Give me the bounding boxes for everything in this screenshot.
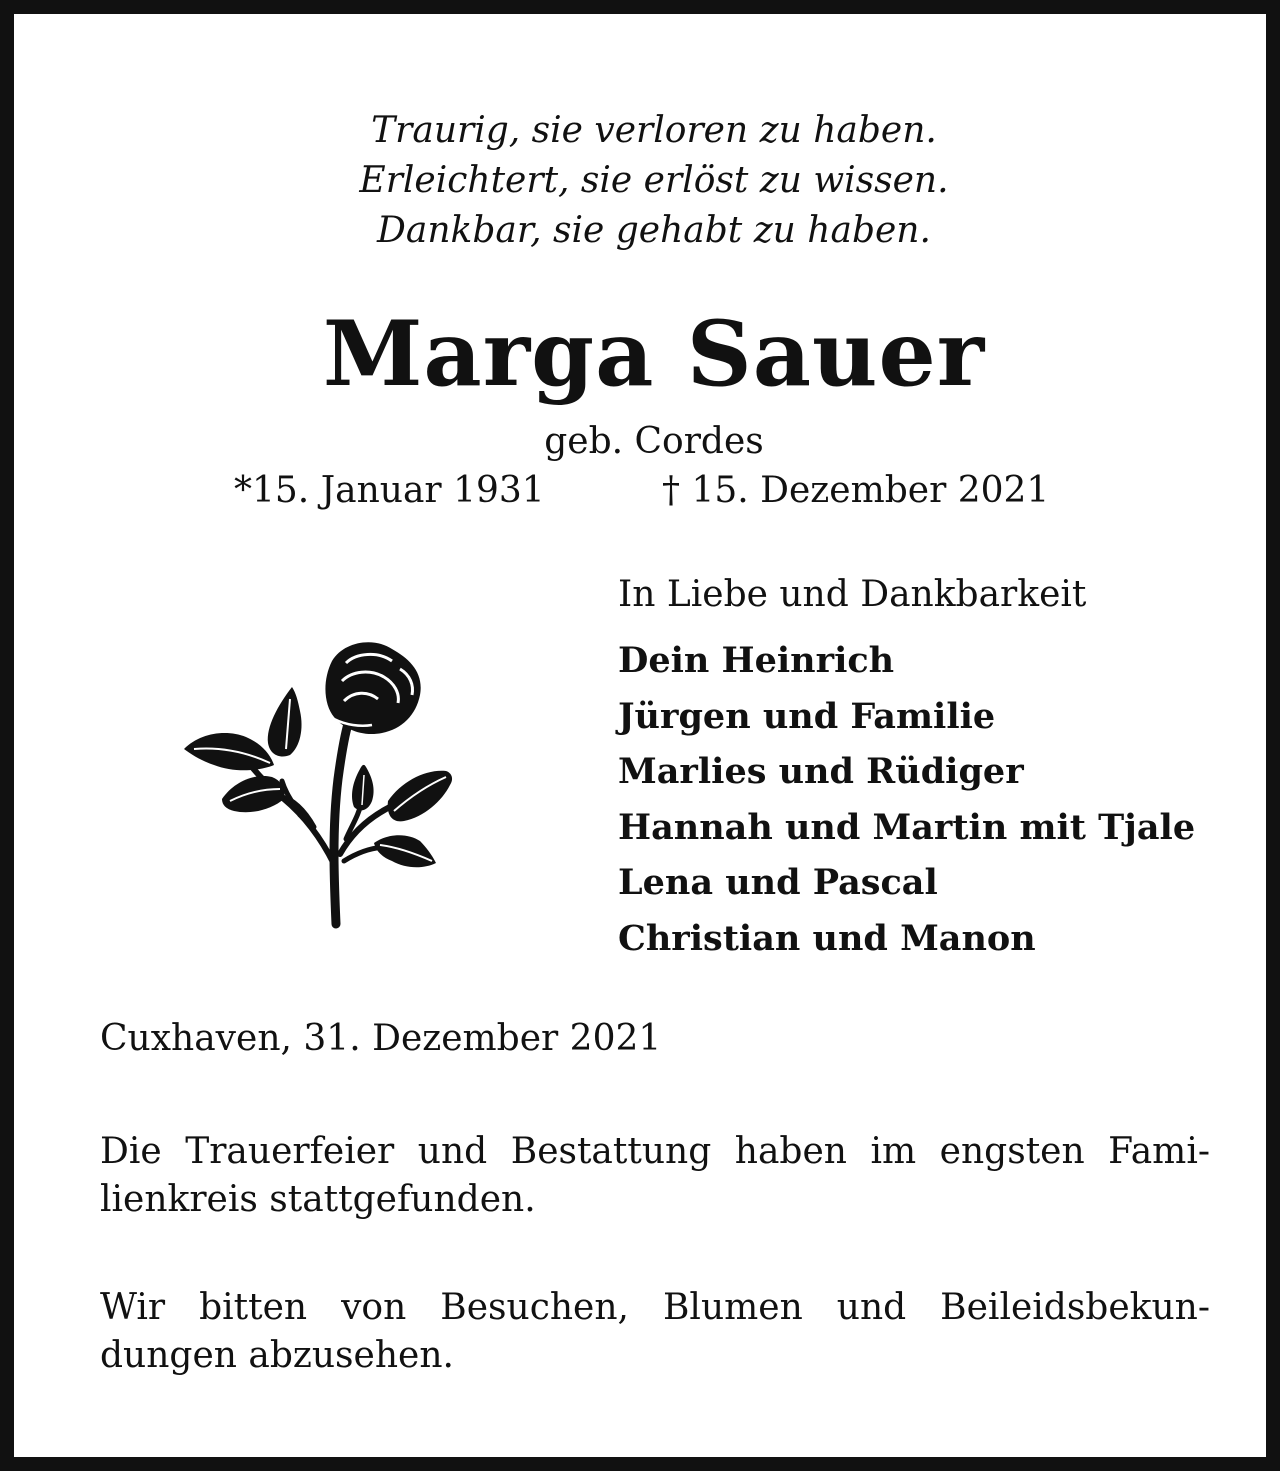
request-note-line: dungen abzusehen. — [100, 1335, 454, 1376]
rose-icon — [174, 629, 464, 939]
request-note-line: Wir bitten von Besuchen, Blumen und Beileidsbekun- — [100, 1287, 1210, 1328]
birth-date: *15. Januar 1931 — [234, 470, 545, 511]
mourner-name: Hannah und Martin mit Tjale — [618, 806, 1196, 848]
deceased-name: Marga Sauer — [322, 301, 986, 407]
birth-name: geb. Cordes — [544, 421, 764, 462]
verse — [14, 106, 1280, 256]
mourner-name: Jürgen und Familie — [618, 695, 996, 737]
funeral-note-line: Die Trauerfeier und Bestattung haben im engsten Fami- — [100, 1131, 1210, 1172]
request-note — [100, 1284, 1210, 1380]
verse-line: Dankbar, sie gehabt zu haben. — [377, 210, 931, 251]
mourner-name: Dein Heinrich — [618, 640, 895, 681]
verse-line: Traurig, sie verloren zu haben. — [371, 110, 937, 151]
place-date: Cuxhaven, 31. Dezember 2021 — [100, 1018, 662, 1059]
death-date: † 15. Dezember 2021 — [662, 470, 1050, 511]
mourner-name: Lena und Pascal — [618, 862, 938, 903]
verse-line: Erleichtert, sie erlöst zu wissen. — [359, 160, 949, 201]
mourner-name: Christian und Manon — [618, 917, 1036, 959]
mourners-intro: In Liebe und Dankbarkeit — [618, 574, 1087, 615]
funeral-note-line: lienkreis stattgefunden. — [100, 1179, 536, 1220]
mourner-name: Marlies und Rüdiger — [618, 751, 1024, 792]
mourners-list — [618, 569, 1258, 966]
funeral-note — [100, 1128, 1210, 1224]
